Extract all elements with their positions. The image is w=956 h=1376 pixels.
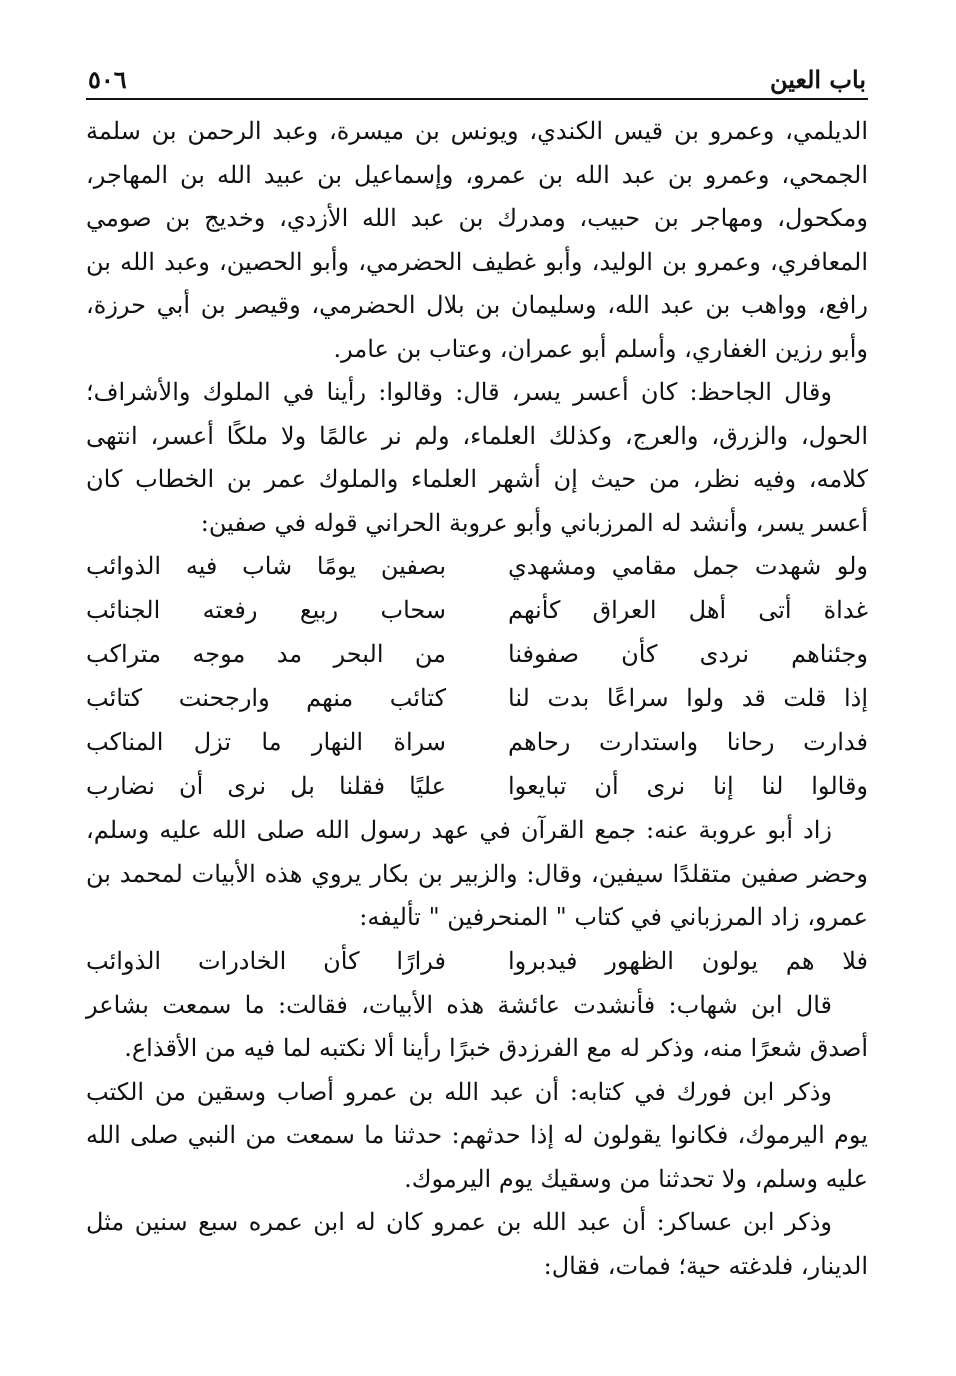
verse-first-hemistich: وجئناهم نردى كأن صفوفنا [508,640,868,669]
verse-first-hemistich: فلا هم يولون الظهور فيدبروا [508,946,868,975]
poem-verse [86,677,868,721]
chapter-title: باب العين [769,65,866,94]
paragraph-ibn-shihab: قال ابن شهاب: فأنشدت عائشة هذه الأبيات، فقالت: ما سمعت بشاعر أصدق شعرًا منه، وذكر له مع الفرزدق خبرًا رأينا ألا نكتبه لما فيه من الأقذاع. [86,990,868,1062]
verse-second-hemistich: سحاب ربيع رفعته الجنائب [86,596,446,625]
verse-second-hemistich: من البحر مد موجه متراكب [86,640,446,669]
paragraph-abu-aruba: زاد أبو عروبة عنه: جمع القرآن في عهد رسول الله صلى الله عليه وسلم، وحضر صفين متقلدًا سيفين، وقال: والزبير بن بكار يروي هذه الأبيات لمحمد بن عمرو، زاد المرزباني في كتاب " المنحرفين " تأليفه: [86,816,868,931]
page-header [86,52,868,100]
page-number: ٥٠٦ [88,65,127,94]
verse-first-hemistich: إذا قلت قد ولوا سراعًا بدت لنا [508,684,868,713]
poem-munharifin [86,940,868,984]
book-page [86,52,868,1288]
poem-verse [86,721,868,765]
paragraph-jahiz: وقال الجاحظ: كان أعسر يسر، قال: وقالوا: رأينا في الملوك والأشراف؛ الحول، والزرق، والعرج، وكذلك العلماء، ولم نر عالمًا ولا ملكًا أعسر، انتهى كلامه، وفيه نظر، من حيث إن أشهر العلماء والملوك عمر بن الخطاب كان أعسر يسر، وأنشد له المرزباني وأبو عروبة الحراني قوله في صفين: [86,378,868,537]
paragraph-ibn-asakir: وذكر ابن عساكر: أن عبد الله بن عمرو كان له ابن عمره سبع سنين مثل الدينار، فلدغته حية؛ فمات، فقال: [86,1208,868,1280]
verse-first-hemistich: وقالوا لنا إنا نرى أن تبايعوا [508,772,868,801]
page-body [86,110,868,1288]
poem-siffin [86,545,868,809]
poem-verse [86,633,868,677]
verse-first-hemistich: ولو شهدت جمل مقامي ومشهدي [508,552,868,581]
poem-verse [86,589,868,633]
verse-second-hemistich: كتائب منهم وارجحنت كتائب [86,684,446,713]
paragraph-narrators: الديلمي، وعمرو بن قيس الكندي، ويونس بن ميسرة، وعبد الرحمن بن سلمة الجمحي، وعمرو بن عبد الله بن عمرو، وإسماعيل بن عبيد الله بن المهاجر، ومكحول، ومهاجر بن حبيب، ومدرك بن عبد الله الأزدي، وخديج بن صومي المعافري، وعمرو بن الوليد، وأبو غطيف الحضرمي، وأبو الحصين، وعبد الله بن رافع، وواهب بن عبد الله، وسليمان بن بلال الحضرمي، وقيصر بن أبي حرزة، وأبو رزين الغفاري، وأسلم أبو عمران، وعتاب بن عامر. [86,117,868,363]
poem-verse [86,765,868,809]
poem-verse [86,940,868,984]
poem-verse [86,545,868,589]
verse-second-hemistich: بصفين يومًا شاب فيه الذوائب [86,552,446,581]
verse-first-hemistich: غداة أتى أهل العراق كأنهم [508,596,868,625]
verse-first-hemistich: فدارت رحانا واستدارت رحاهم [508,728,868,757]
verse-second-hemistich: سراة النهار ما تزل المناكب [86,728,446,757]
verse-second-hemistich: فرارًا كأن الخادرات الذوائب [86,946,446,975]
paragraph-ibn-furak: وذكر ابن فورك في كتابه: أن عبد الله بن عمرو أصاب وسقين من الكتب يوم اليرموك، فكانوا يقولون له إذا حدثهم: حدثنا ما سمعت من النبي صلى الله عليه وسلم، ولا تحدثنا من وسقيك يوم اليرموك. [86,1077,868,1193]
verse-second-hemistich: عليًا فقلنا بل نرى أن نضارب [86,772,446,801]
